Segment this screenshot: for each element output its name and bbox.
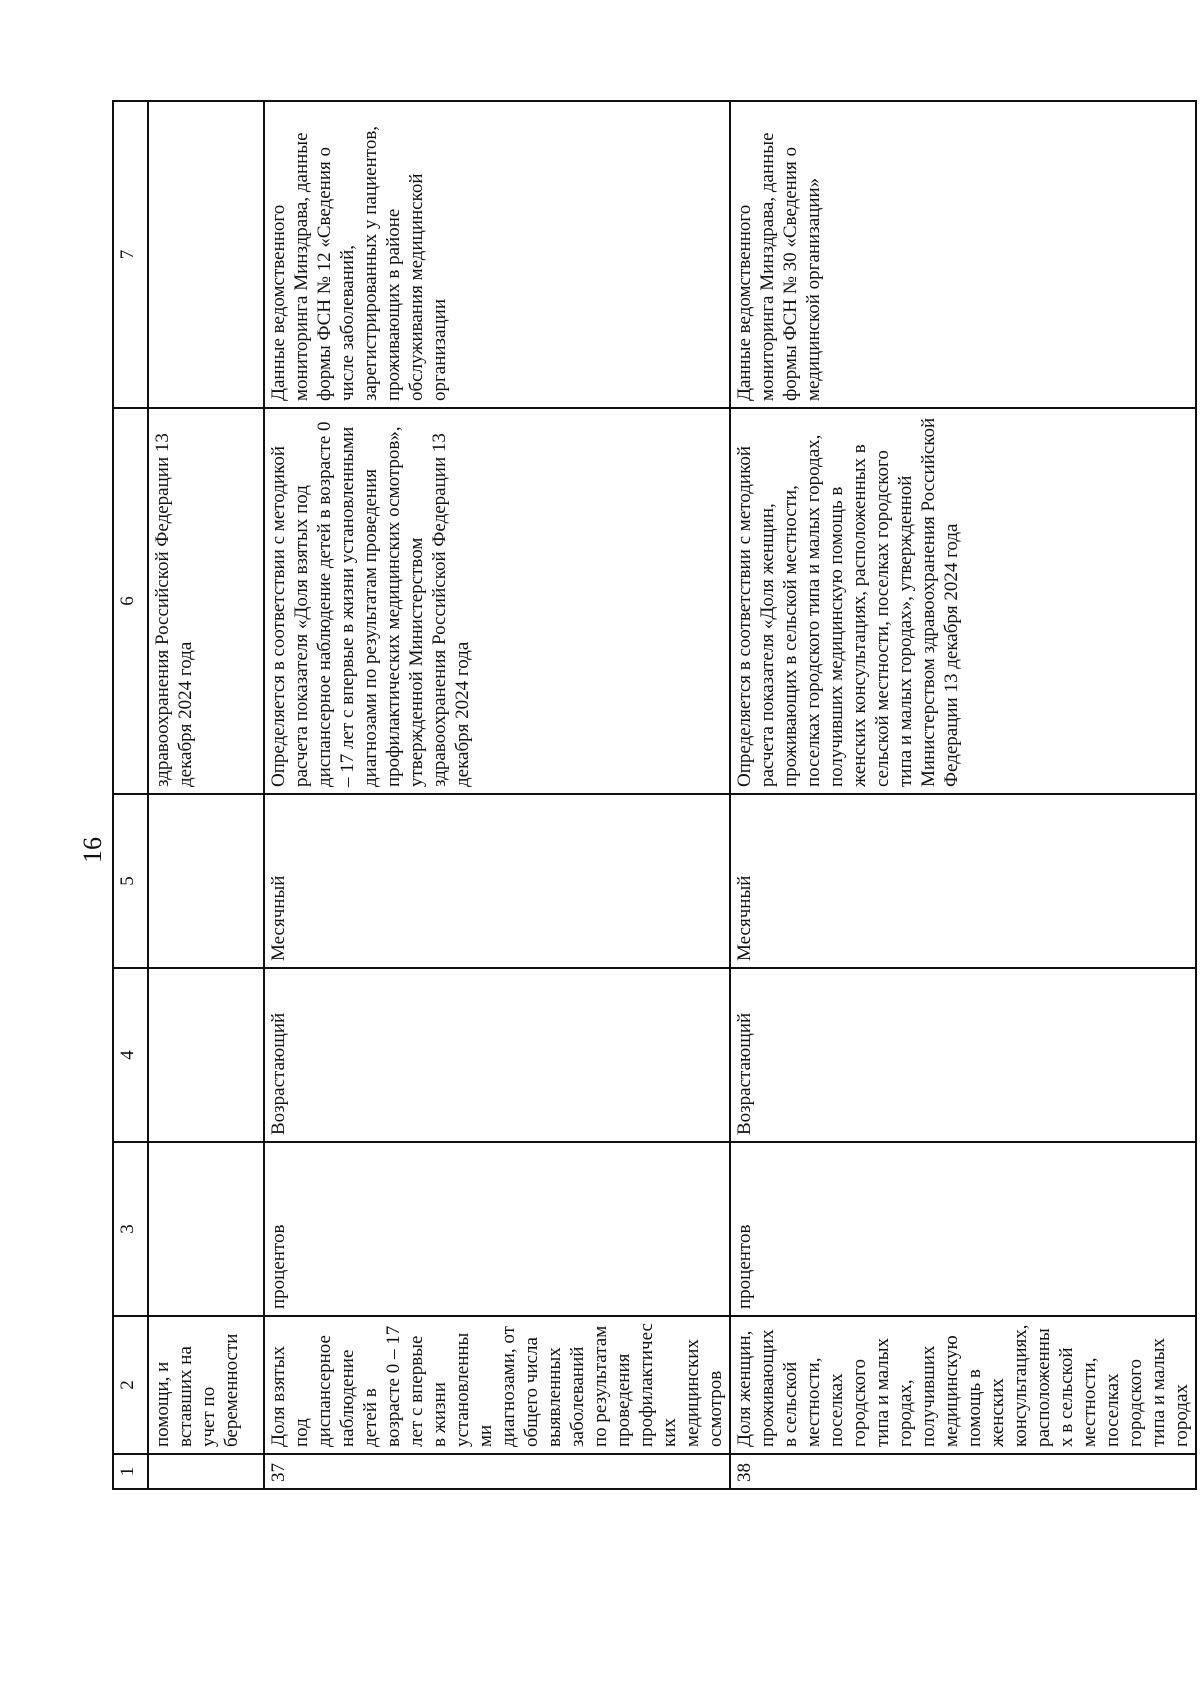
page-number: 16 bbox=[78, 837, 107, 863]
header-cell-3: 3 bbox=[113, 1142, 148, 1316]
frequency: Месячный bbox=[730, 794, 1196, 968]
data-source bbox=[148, 101, 264, 408]
row-number: 37 bbox=[264, 1454, 730, 1489]
header-cell-5: 5 bbox=[113, 794, 148, 968]
unit: процентов bbox=[264, 1142, 730, 1316]
direction: Возрастающий bbox=[264, 968, 730, 1142]
indicator-name: помощи, и вставших на учет по беременности bbox=[148, 1316, 264, 1454]
table-row-continuation bbox=[148, 101, 264, 1489]
table-row-37 bbox=[264, 101, 730, 1489]
header-cell-1: 1 bbox=[113, 1454, 148, 1489]
table-row-38 bbox=[730, 101, 1196, 1489]
header-row bbox=[113, 101, 148, 1489]
header-cell-7: 7 bbox=[113, 101, 148, 408]
direction bbox=[148, 968, 264, 1142]
row-number bbox=[148, 1454, 264, 1489]
frequency bbox=[148, 794, 264, 968]
unit: процентов bbox=[730, 1142, 1196, 1316]
calculation-method: Определяется в соответствии с методикой расчета показателя «Доля взятых под диспансерное наблюдение детей в возрасте 0 – 17 лет с впервые в жизни установленными диагнозами по результатам проведения профилактических медицинских осмотров», утвержденной Министерством здравоохранения Российской Федерации 13 декабря 2024 года bbox=[264, 408, 730, 794]
header-cell-4: 4 bbox=[113, 968, 148, 1142]
header-cell-6: 6 bbox=[113, 408, 148, 794]
data-source: Данные ведомственного мониторинга Минздрава, данные формы ФСН № 30 «Сведения о медицинской организации» bbox=[730, 101, 1196, 408]
frequency: Месячный bbox=[264, 794, 730, 968]
header-cell-2: 2 bbox=[113, 1316, 148, 1454]
calculation-method: Определяется в соответствии с методикой расчета показателя «Доля женщин, проживающих в сельской местности, поселках городского типа и малых городах, получивших медицинскую помощь в женских консультациях, расположенных в сельской местности, поселках городского типа и малых городах», утвержденной Министерством здравоохранения Российской Федерации 13 декабря 2024 года bbox=[730, 408, 1196, 794]
row-number: 38 bbox=[730, 1454, 1196, 1489]
unit bbox=[148, 1142, 264, 1316]
data-source: Данные ведомственного мониторинга Минздрава, данные формы ФСН № 12 «Сведения о числе заболеваний, зарегистрированных у пациентов, проживающих в районе обслуживания медицинской организации bbox=[264, 101, 730, 408]
indicators-table bbox=[112, 100, 1197, 1490]
calculation-method: здравоохранения Российской Федерации 13 декабря 2024 года bbox=[148, 408, 264, 794]
indicator-name: Доля взятых под диспансерное наблюдение детей в возрасте 0 – 17 лет с впервые в жизни установленными диагнозами, от общего числа выявленных заболеваний по результатам проведения профилактических медицинских осмотров bbox=[264, 1316, 730, 1454]
direction: Возрастающий bbox=[730, 968, 1196, 1142]
indicator-name: Доля женщин, проживающих в сельской местности, поселках городского типа и малых городах, получивших медицинскую помощь в женских консультациях, расположенных в сельской местности, поселках городского типа и малых городах bbox=[730, 1316, 1196, 1454]
